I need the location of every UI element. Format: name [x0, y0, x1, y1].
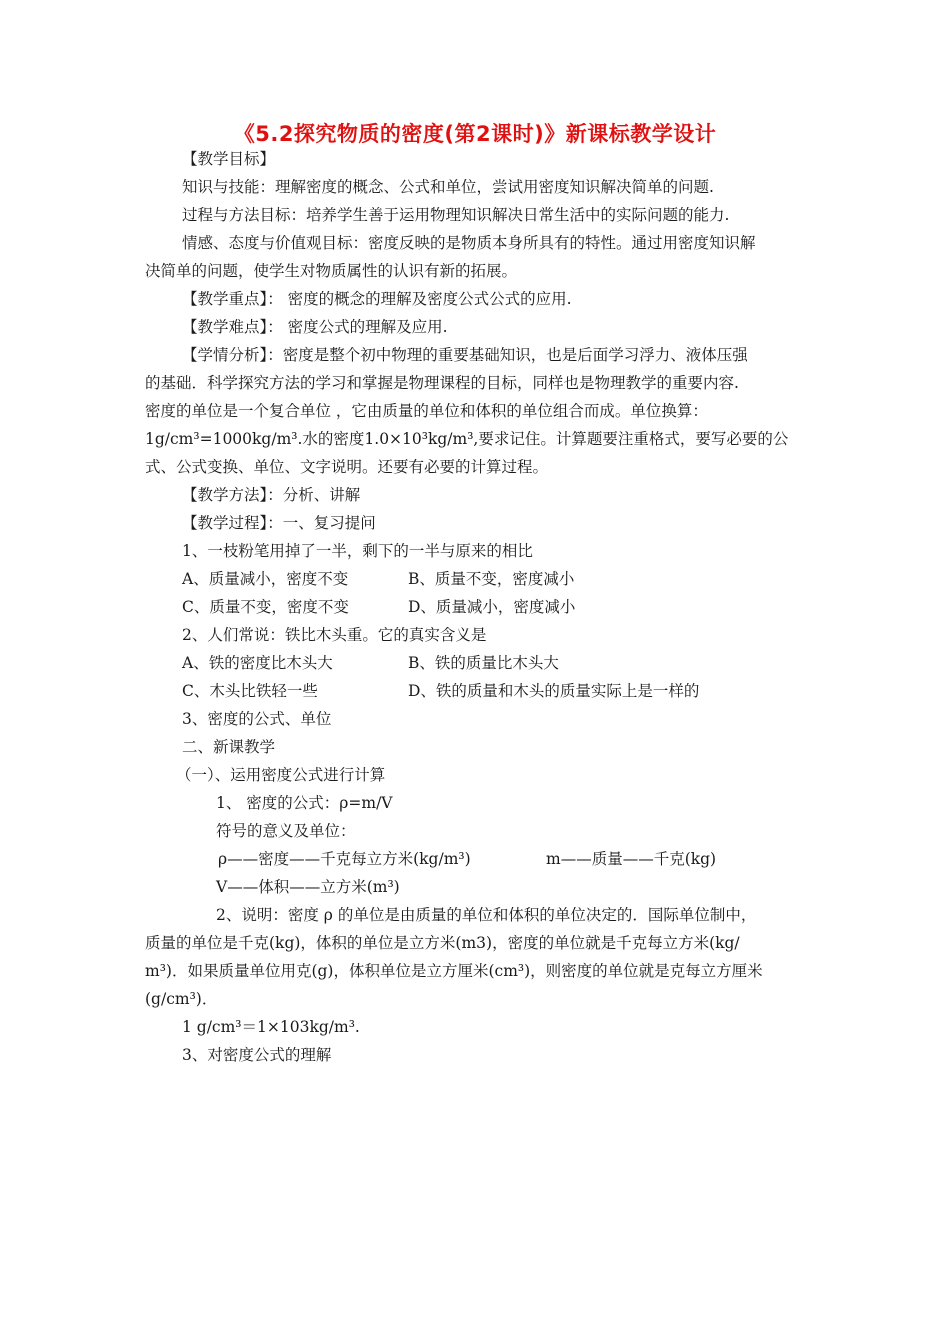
question-2: 2、人们常说：铁比木头重。它的真实含义是 [182, 626, 487, 644]
teaching-process: 【教学过程】：一、复习提问 [182, 514, 376, 532]
rho-definition: ρ——密度——千克每立方米(kg/m³) [218, 850, 471, 868]
density-formula: 1、 密度的公式：ρ=m/V [216, 794, 393, 812]
q1-option-b: B、质量不变，密度减小 [408, 570, 575, 588]
goals-heading: 【教学目标】 [182, 150, 276, 168]
note-line-2: 质量的单位是千克(kg)，体积的单位是立方米(m3)，密度的单位就是千克每立方米(kg/ [145, 934, 740, 952]
part-1-heading: （一）、运用密度公式进行计算 [176, 766, 386, 784]
goal-knowledge: 知识与技能：理解密度的概念、公式和单位，尝试用密度知识解决简单的问题. [182, 178, 714, 196]
question-1: 1、一枝粉笔用掉了一半，剩下的一半与原来的相比 [182, 542, 533, 560]
q1-option-a: A、质量减小，密度不变 [182, 570, 349, 588]
note-line-3: m³)．如果质量单位用克(g)，体积单位是立方厘米(cm³)，则密度的单位就是克每立方厘米 [145, 962, 763, 980]
q2-option-b: B、铁的质量比木头大 [408, 654, 559, 672]
q2-option-c: C、木头比铁轻一些 [182, 682, 318, 700]
note-line-4: (g/cm³)． [145, 990, 218, 1008]
document-title: 《5.2探究物质的密度(第2课时)》新课标教学设计 [233, 122, 717, 146]
unit-conversion: 1 g/cm³＝1×103kg/m³. [182, 1018, 360, 1036]
q2-option-a: A、铁的密度比木头大 [182, 654, 333, 672]
goal-process: 过程与方法目标：培养学生善于运用物理知识解决日常生活中的实际问题的能力. [182, 206, 730, 224]
analysis-line-5: 式、公式变换、单位、文字说明。还要有必要的计算过程。 [145, 458, 549, 476]
goal-emotion-line-2: 决简单的问题，使学生对物质属性的认识有新的拓展。 [145, 262, 518, 280]
formula-understanding: 3、对密度公式的理解 [182, 1046, 332, 1064]
volume-definition: V——体积——立方米(m³) [216, 878, 400, 896]
mass-definition: m——质量——千克(kg) [546, 850, 717, 868]
key-point: 【教学重点】： 密度的概念的理解及密度公式公式的应用. [182, 290, 572, 308]
symbols-heading: 符号的意义及单位： [216, 822, 356, 840]
new-lesson-heading: 二、新课教学 [182, 738, 276, 756]
goal-emotion-line-1: 情感、态度与价值观目标：密度反映的是物质本身所具有的特性。通过用密度知识解 [182, 234, 756, 252]
q1-option-c: C、质量不变，密度不变 [182, 598, 349, 616]
q2-option-d: D、铁的质量和木头的质量实际上是一样的 [408, 682, 700, 700]
note-line-1: 2、说明：密度 ρ 的单位是由质量的单位和体积的单位决定的．国际单位制中， [216, 906, 757, 924]
difficulty: 【教学难点】： 密度公式的理解及应用. [182, 318, 448, 336]
analysis-line-3: 密度的单位是一个复合单位 ，它由质量的单位和体积的单位组合而成。单位换算： [145, 402, 708, 420]
analysis-line-2: 的基础．科学探究方法的学习和掌握是物理课程的目标，同样也是物理教学的重要内容. [145, 374, 739, 392]
analysis-line-4: 1g/cm³=1000kg/m³.水的密度1.0×10³kg/m³,要求记住。计算题要注重格式，要写必要的公 [145, 430, 789, 448]
analysis-line-1: 【学情分析】：密度是整个初中物理的重要基础知识，也是后面学习浮力、液体压强 [182, 346, 748, 364]
teaching-method: 【教学方法】：分析、讲解 [182, 486, 361, 504]
question-3: 3、密度的公式、单位 [182, 710, 332, 728]
q1-option-d: D、质量减小，密度减小 [408, 598, 576, 616]
